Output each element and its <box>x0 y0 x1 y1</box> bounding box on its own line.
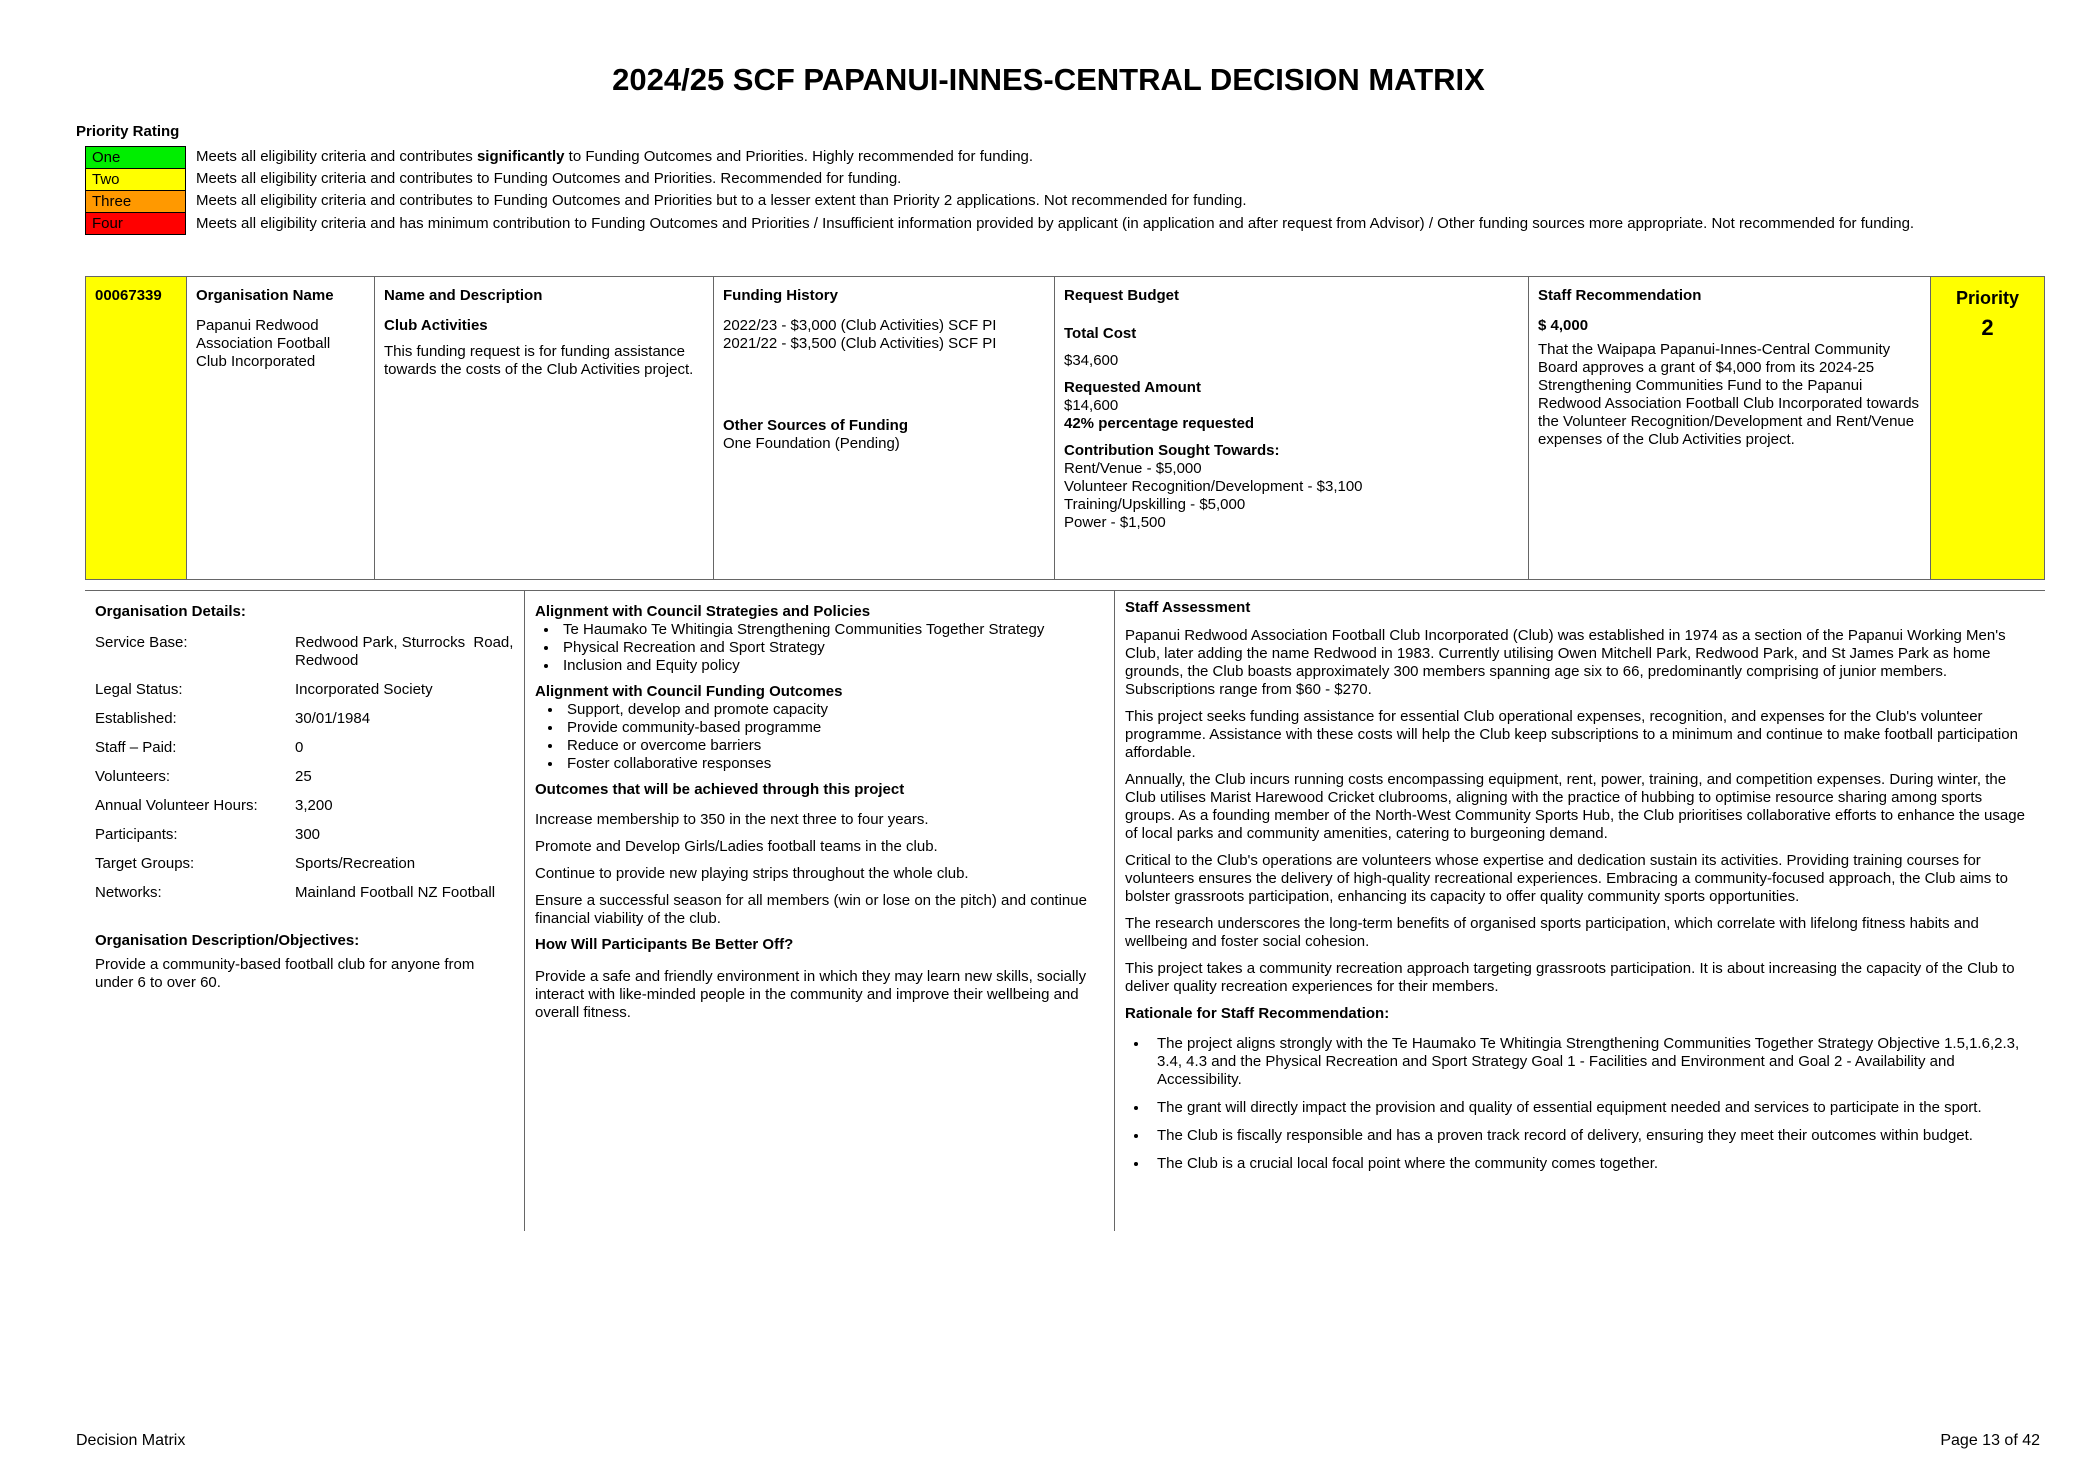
contribution-item: Volunteer Recognition/Development - $3,100 <box>1064 478 1363 495</box>
better-off-header: How Will Participants Be Better Off? <box>535 936 794 953</box>
funding-history-item: 2022/23 - $3,000 (Club Activities) SCF PI <box>723 317 997 334</box>
name-description-header: Name and Description <box>384 287 543 304</box>
contribution-item: Power - $1,500 <box>1064 514 1166 531</box>
application-summary-grid <box>85 276 2045 580</box>
name-description-cell <box>375 277 714 579</box>
priority-swatch-two: Two <box>86 169 186 191</box>
list-item: • Foster collaborative responses <box>563 755 1104 773</box>
organisation-name-header: Organisation Name <box>196 287 334 304</box>
rationale-header: Rationale for Staff Recommendation: <box>1125 1005 1390 1022</box>
contribution-item: Rent/Venue - $5,000 <box>1064 460 1202 477</box>
detail-row: Target Groups: Sports/Recreation <box>95 855 416 872</box>
contribution-label: Contribution Sought Towards: <box>1064 442 1280 459</box>
outcomes-achieved-header: Outcomes that will be achieved through this project <box>535 781 905 798</box>
page-title: 2024/25 SCF PAPANUI-INNES-CENTRAL DECISION MATRIX <box>612 62 1485 97</box>
better-off-text: Provide a safe and friendly environment in which they may learn new skills, socially interact with like-minded people in the community and improve their wellbeing and overall fitness. <box>535 968 1087 1021</box>
priority-row-two <box>86 169 2045 191</box>
list-item: • Reduce or overcome barriers <box>563 737 1104 755</box>
priority-rating-label: Priority Rating <box>76 123 180 140</box>
page-number: Page 13 of 42 <box>1940 1432 2040 1449</box>
other-sources: One Foundation (Pending) <box>723 435 900 452</box>
priority-swatch-four: Four <box>86 213 186 235</box>
outcome-achieved: Ensure a successful season for all members (win or lose on the pitch) and continue financial viability of the club. <box>535 892 1087 927</box>
organisation-name: Papanui Redwood Association Football Club Incorporated <box>196 317 331 370</box>
outcome-achieved: Increase membership to 350 in the next three to four years. <box>535 811 929 828</box>
total-cost-label: Total Cost <box>1064 325 1137 342</box>
staff-assessment-header: Staff Assessment <box>1125 599 1251 616</box>
assessment-paragraph: Annually, the Club incurs running costs encompassing equipment, rent, power, training, and competition expenses. During winter, the Club utilises Marist Harewood Cricket clubrooms, aligning with the practice of hubbing to optimise resource sharing among sports groups. As a founding member of the North-West Community Sports Hub, the Club prioritises collaborative efforts to enhance the usage of local parks and community amenities, catering to burgeoning demand. <box>1125 771 2025 842</box>
contribution-item: Training/Upskilling - $5,000 <box>1064 496 1246 513</box>
list-item: • Provide community-based programme <box>563 719 1104 737</box>
request-budget-header: Request Budget <box>1064 287 1180 304</box>
requested-amount-label: Requested Amount <box>1064 379 1201 396</box>
list-item: • Te Haumako Te Whitingia Strengthening Communities Together Strategy <box>559 621 1104 639</box>
list-item: • Physical Recreation and Sport Strategy <box>559 639 1104 657</box>
rationale-list <box>1125 1035 2035 1173</box>
percent-requested: 42% percentage requested <box>1064 415 1255 432</box>
assessment-paragraph: Critical to the Club's operations are volunteers whose expertise and dedication sustain its activities. Providing training courses for volunteers ensures the delivery of high-quality recreational experiences. Embracing a community-focused approach, the Club aims to bolster grassroots participation, enhancing its capacity to offer quality community sports opportunities. <box>1125 852 2008 905</box>
strategies-header: Alignment with Council Strategies and Policies <box>535 603 871 620</box>
priority-desc-three: Meets all eligibility criteria and contributes to Funding Outcomes and Priorities but to a lesser extent than Priority 2 applications. Not recommended for funding. <box>196 191 1247 209</box>
outcome-achieved: Promote and Develop Girls/Ladies football teams in the club. <box>535 838 938 855</box>
recommendation-text: That the Waipapa Papanui-Innes-Central Community Board approves a grant of $4,000 from its 2024-25 Strengthening Communities Fund to the Papanui Redwood Association Football Club Incorporated towards the Volunteer Recognition/Development and Rent/Venue expenses of the Club Activities project. <box>1538 341 1920 448</box>
priority-cell <box>1931 277 2044 579</box>
list-item: • The grant will directly impact the provision and quality of essential equipment needed and services to participate in the sport. <box>1149 1099 2035 1117</box>
priority-header: Priority <box>1955 288 2020 308</box>
recommended-amount: $ 4,000 <box>1538 317 1589 334</box>
organisation-description: Provide a community-based football club for anyone from under 6 to over 60. <box>95 956 475 991</box>
application-id: 00067339 <box>95 287 162 304</box>
assessment-paragraph: This project seeks funding assistance for essential Club operational expenses, recognition, and expenses for the Club's volunteer programme. Assistance with these costs will help the Club keep subscriptions to a minimum and continue to make football participation affordable. <box>1125 708 2018 761</box>
outcome-achieved: Continue to provide new playing strips throughout the whole club. <box>535 865 969 882</box>
list-item: • The Club is a crucial local focal point where the community comes together. <box>1149 1155 2035 1173</box>
project-description: This funding request is for funding assistance towards the costs of the Club Activities project. <box>384 343 694 378</box>
funding-history-cell <box>714 277 1055 579</box>
detail-row: Legal Status: Incorporated Society <box>95 681 433 698</box>
detail-row: Staff – Paid: 0 <box>95 739 304 756</box>
other-sources-header: Other Sources of Funding <box>723 417 909 434</box>
funding-outcomes-header: Alignment with Council Funding Outcomes <box>535 683 843 700</box>
priority-swatch-one: One <box>86 147 186 169</box>
assessment-paragraph: This project takes a community recreation approach targeting grassroots participation. It is about increasing the capacity of the Club to deliver quality recreation experiences for their members. <box>1125 960 2015 995</box>
organisation-name-cell <box>187 277 375 579</box>
priority-desc-two: Meets all eligibility criteria and contributes to Funding Outcomes and Priorities. Recommended for funding. <box>196 169 902 187</box>
priority-value: 2 <box>1981 315 1994 340</box>
priority-row-four <box>86 213 2045 235</box>
application-id-cell <box>86 277 187 579</box>
request-budget-cell <box>1055 277 1529 579</box>
priority-desc-one: Meets all eligibility criteria and contributes significantly to Funding Outcomes and Priorities. Highly recommended for funding. <box>196 147 1034 165</box>
assessment-paragraph: The research underscores the long-term benefits of organised sports participation, which correlate with lifelong fitness habits and wellbeing and foster social cohesion. <box>1125 915 1979 950</box>
detail-row: Annual Volunteer Hours: 3,200 <box>95 797 333 814</box>
total-cost: $34,600 <box>1064 352 1119 369</box>
list-item: • Support, develop and promote capacity <box>563 701 1104 719</box>
strategies-list <box>535 621 1104 675</box>
list-item: • Inclusion and Equity policy <box>559 657 1104 675</box>
detail-row: Networks: Mainland Football NZ Football <box>95 884 496 901</box>
priority-rating-legend <box>85 146 2045 235</box>
project-name: Club Activities <box>384 317 488 334</box>
detail-row: Volunteers: 25 <box>95 768 312 785</box>
priority-swatch-three: Three <box>86 191 186 213</box>
assessment-paragraph: Papanui Redwood Association Football Club Incorporated (Club) was established in 1974 as a section of the Papanui Working Men's Club, later adding the name Redwood in 1983. Currently utilising Owen Mitchell Park, Redwood Park, and St James Park as home grounds, the Club boasts approximately 300 members spanning age six to 66, predominantly comprising of junior members. Subscriptions range from $60 - $270. <box>1125 627 2006 698</box>
priority-desc-four: Meets all eligibility criteria and has minimum contribution to Funding Outcomes and Priorities / Insufficient information provided by applicant (in application and after request from Advisor) / Other funding sources more appropriate. Not recommended for funding. <box>196 214 1915 232</box>
detail-row: Service Base: Redwood Park, Sturrocks Road, Redwood <box>95 634 514 669</box>
staff-recommendation-header: Staff Recommendation <box>1538 287 1702 304</box>
organisation-details-column <box>85 591 525 1231</box>
funding-history-header: Funding History <box>723 287 838 304</box>
detail-row: Established: 30/01/1984 <box>95 710 371 727</box>
detail-row: Participants: 300 <box>95 826 321 843</box>
list-item: • The project aligns strongly with the Te Haumako Te Whitingia Strengthening Communities Together Strategy Objective 1.5,1.6,2.3, 3.4, 4.3 and the Physical Recreation and Sport Strategy Goal 1 - Facilities and Environment and Goal 2 - Availability and Accessibility. <box>1149 1035 2035 1089</box>
details-section <box>85 590 2045 1231</box>
organisation-details-header: Organisation Details: <box>95 603 246 620</box>
staff-assessment-column <box>1115 591 2045 1231</box>
funding-history-item: 2021/22 - $3,500 (Club Activities) SCF PI <box>723 335 997 352</box>
footer-label: Decision Matrix <box>76 1432 186 1449</box>
requested-amount: $14,600 <box>1064 397 1119 414</box>
list-item: • The Club is fiscally responsible and has a proven track record of delivery, ensuring they meet their outcomes within budget. <box>1149 1127 2035 1145</box>
priority-row-three <box>86 191 2045 213</box>
funding-outcomes-list <box>535 701 1104 773</box>
organisation-description-header: Organisation Description/Objectives: <box>95 932 360 949</box>
priority-row-one <box>86 147 2045 169</box>
staff-recommendation-cell <box>1529 277 1931 579</box>
alignment-column <box>525 591 1115 1231</box>
